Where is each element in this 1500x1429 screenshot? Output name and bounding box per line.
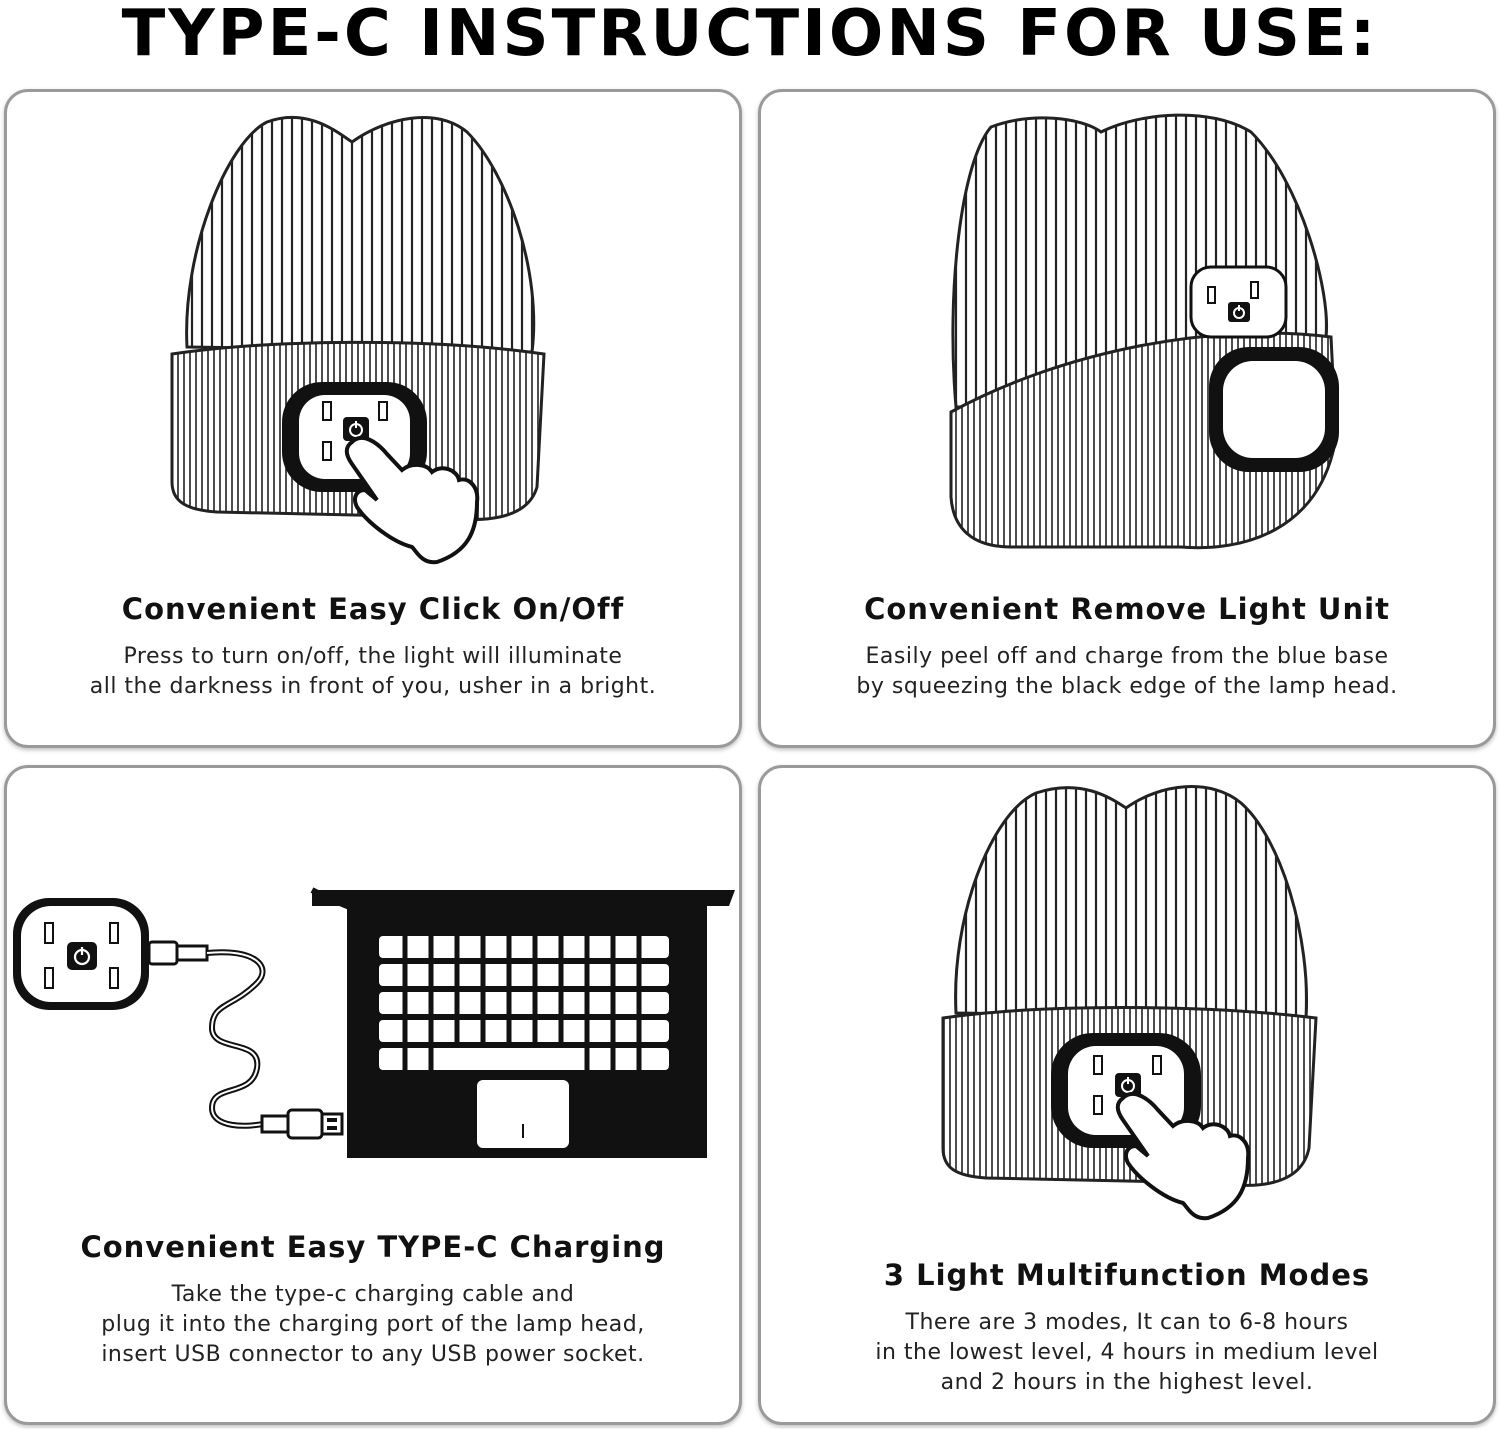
panel-heading: Convenient Remove Light Unit [864,592,1390,626]
panel-description [7,642,739,702]
panel-description [7,1280,739,1370]
description-line: plug it into the charging port of the lamp head, [101,1312,645,1337]
detached-headlamp-icon [1191,267,1286,337]
headlamp-module-icon [13,898,149,1010]
description-line: insert USB connector to any USB power socket. [101,1342,645,1367]
power-button-icon [1228,302,1250,322]
panel-description [761,642,1493,702]
description-line: and 2 hours in the highest level. [940,1370,1314,1395]
instruction-panel-click-on-off [4,89,742,748]
description-line: in the lowest level, 4 hours in medium level [875,1340,1379,1365]
description-line: Press to turn on/off, the light will illuminate [123,644,623,669]
power-button-icon [67,942,97,970]
panel-description [761,1308,1493,1398]
keyboard-icon [379,936,669,1070]
description-line: by squeezing the black edge of the lamp head. [856,674,1398,699]
description-line: Take the type-c charging cable and [171,1282,575,1307]
panel-heading: Convenient Easy TYPE-C Charging [80,1230,666,1264]
description-line: Easily peel off and charge from the blue base [865,644,1389,669]
description-line: There are 3 modes, It can to 6-8 hours [905,1310,1349,1335]
laptop-icon [312,890,735,1158]
instruction-panel-remove-light-unit [758,89,1496,748]
page-title: TYPE-C INSTRUCTIONS FOR USE: [121,0,1379,71]
usb-cable-icon [149,942,342,1138]
lamp-base-ring-icon [1209,347,1339,472]
panel-heading: Convenient Easy Click On/Off [121,592,625,626]
instruction-panel-light-modes [758,765,1496,1425]
beanie-hat-icon [761,92,1493,592]
beanie-hat-icon [761,768,1493,1258]
instruction-panel-type-c-charging [4,765,742,1425]
description-line: all the darkness in front of you, usher in a bright. [89,674,657,699]
beanie-hat-icon [7,92,739,592]
panel-heading: 3 Light Multifunction Modes [883,1258,1371,1292]
